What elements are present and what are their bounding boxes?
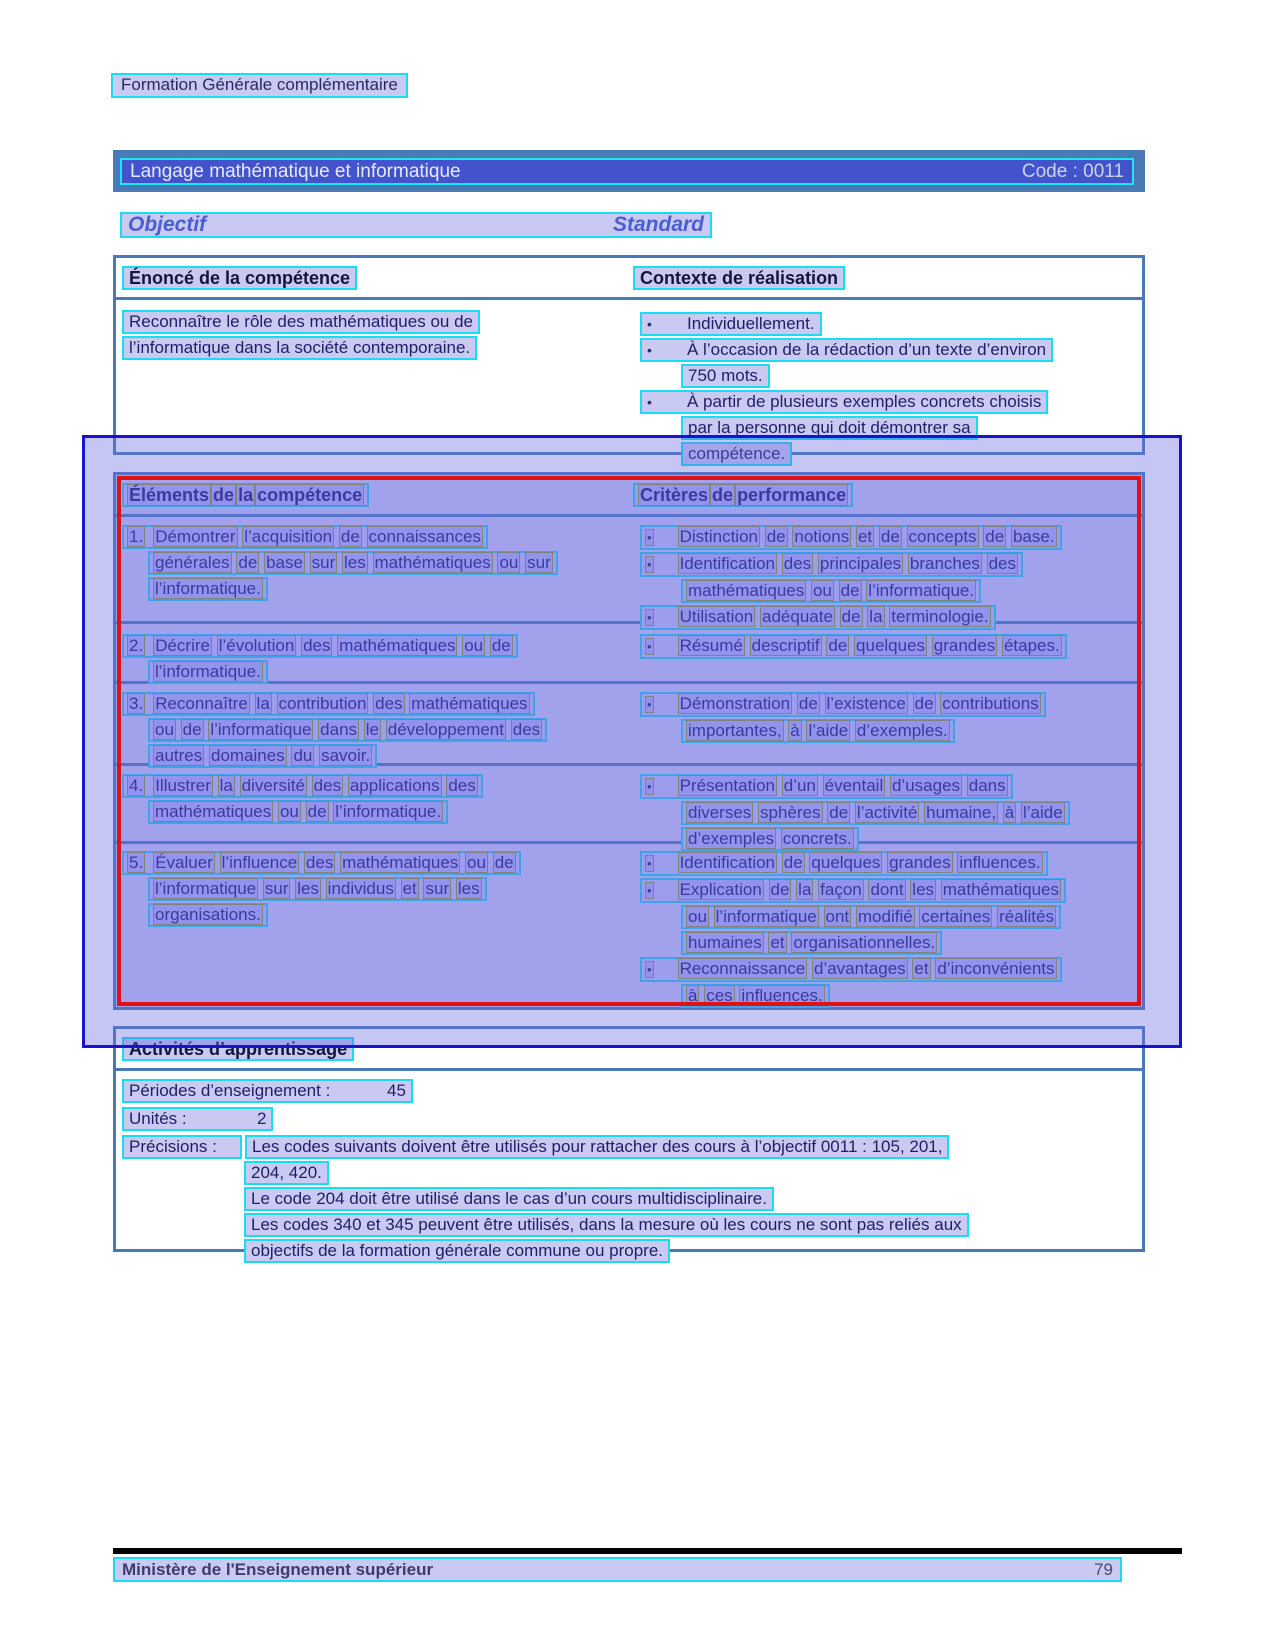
criteres-header: Critères de performance <box>633 483 853 507</box>
bullet-icon: • <box>647 394 652 410</box>
element-line: ou de l’informatique dans le développement des <box>148 718 547 742</box>
footer-rule <box>113 1548 1182 1554</box>
element-row-4 <box>116 766 1142 848</box>
critere-item: • Reconnaissance d’avantages et d’inconvénients <box>640 957 1062 982</box>
contexte-item: • Individuellement. <box>640 312 822 336</box>
statement-line: Reconnaître le rôle des mathématiques ou de <box>122 310 480 334</box>
competence-statement <box>122 310 480 362</box>
elements-table <box>113 472 1145 1010</box>
element-row-1 <box>116 520 1142 624</box>
item-number: 4. <box>129 776 144 795</box>
critere-line: importantes, à l’aide d’exemples. <box>681 719 955 743</box>
bullet-icon: • <box>647 316 652 332</box>
contexte-item-line: compétence. <box>681 442 792 466</box>
critere-item: • Identification de quelques grandes influences. <box>640 851 1048 876</box>
document-section-label: Formation Générale complémentaire <box>111 73 408 98</box>
footer-bar <box>113 1557 1122 1582</box>
elements-table-header <box>116 475 1142 517</box>
unites-row <box>122 1107 273 1131</box>
statement-line: l’informatique dans la société contemporaine. <box>122 336 477 360</box>
critere-item: • Présentation d’un éventail d’usages dans <box>640 774 1013 799</box>
critere-line: mathématiques ou de l’informatique. <box>681 579 981 603</box>
bullet-icon: • <box>647 856 652 871</box>
footer-ministry: Ministère de l'Enseignement supérieur <box>122 1559 434 1579</box>
activites-header: Activités d’apprentissage <box>122 1037 354 1061</box>
critere-item: • Explication de la façon dont les mathématiques <box>640 878 1066 903</box>
precisions-line: Les codes suivants doivent être utilisés pour rattacher des cours à l’objectif 0011 : 105, 201, <box>245 1135 949 1159</box>
course-title-highlight <box>120 158 1134 185</box>
bullet-icon: • <box>647 697 652 712</box>
element-line: 5. Évaluer l’influence des mathématiques ou de <box>122 851 521 875</box>
precisions-line: Le code 204 doit être utilisé dans le cas d’un cours multidisciplinaire. <box>244 1187 774 1211</box>
item-number: 5. <box>129 853 144 872</box>
contexte-header: Contexte de réalisation <box>633 266 845 290</box>
bullet-icon: • <box>647 962 652 977</box>
precisions-line: 204, 420. <box>244 1161 329 1185</box>
contexte-list <box>640 312 1140 468</box>
element-line: 4. Illustrer la diversité des applications des <box>122 774 483 798</box>
precisions-row <box>122 1135 969 1161</box>
unites-value: 2 <box>257 1109 267 1128</box>
enonce-table <box>113 255 1145 463</box>
bullet-icon: • <box>647 610 652 625</box>
precisions-label: Précisions : <box>122 1135 242 1159</box>
bullet-icon: • <box>647 639 652 654</box>
contexte-item: • À partir de plusieurs exemples concrets choisis <box>640 390 1048 414</box>
elements-rows <box>116 520 1142 1007</box>
critere-line: diverses sphères de l’activité humaine, à l’aide <box>681 801 1070 825</box>
critere-item: • Résumé descriptif de quelques grandes étapes. <box>640 634 1067 659</box>
element-line: 3. Reconnaître la contribution des mathématiques <box>122 692 535 716</box>
bullet-icon: • <box>647 883 652 898</box>
element-line: 2. Décrire l’évolution des mathématiques ou de <box>122 634 518 658</box>
bullet-icon: • <box>647 779 652 794</box>
standard-heading: Standard <box>612 213 704 236</box>
bullet-icon: • <box>647 342 652 358</box>
course-title-bar <box>113 150 1145 192</box>
contexte-item: • À l’occasion de la rédaction d’un texte d’environ <box>640 338 1053 362</box>
critere-line: humaines et organisationnelles. <box>681 931 942 955</box>
item-number: 3. <box>129 694 144 713</box>
critere-line: d’exemples concrets. <box>681 827 859 851</box>
critere-item: • Distinction de notions et de concepts de base. <box>640 525 1062 550</box>
course-code: Code : 0011 <box>1021 160 1124 182</box>
unites-label: Unités : <box>129 1109 187 1128</box>
course-title: Langage mathématique et informatique <box>130 160 461 182</box>
item-number: 1. <box>129 527 144 546</box>
element-line: l’informatique sur les individus et sur les <box>148 877 487 901</box>
objectif-heading: Objectif <box>128 213 207 236</box>
bullet-icon: • <box>647 557 652 572</box>
periodes-label: Périodes d’enseignement : <box>129 1081 331 1100</box>
element-row-2 <box>116 624 1142 684</box>
critere-line: ou l’informatique ont modifié certaines réalités <box>681 905 1061 929</box>
footer-page-number: 79 <box>1094 1559 1113 1579</box>
critere-item: • Identification des principales branches des <box>640 552 1023 577</box>
contexte-item-line: par la personne qui doit démontrer sa <box>681 416 978 440</box>
elements-header: Éléments de la compétence <box>122 483 369 507</box>
activites-table <box>113 1026 1145 1260</box>
precisions-line: Les codes 340 et 345 peuvent être utilisés, dans la mesure où les cours ne sont pas reliés aux <box>244 1213 969 1237</box>
critere-line: à ces influences. <box>681 984 830 1008</box>
periodes-row <box>122 1079 413 1103</box>
element-line: l’informatique. <box>148 577 268 601</box>
objectif-standard-row <box>120 212 712 238</box>
element-line: 1. Démontrer l’acquisition de connaissances <box>122 525 488 549</box>
element-line: mathématiques ou de l’informatique. <box>148 800 448 824</box>
element-line: l’informatique. <box>148 660 268 684</box>
critere-item: • Démonstration de l’existence de contributions <box>640 692 1046 717</box>
item-number: 2. <box>129 636 144 655</box>
element-line: générales de base sur les mathématiques ou sur <box>148 551 558 575</box>
element-line: organisations. <box>148 903 268 927</box>
activites-table-header <box>116 1029 1142 1071</box>
enonce-table-header <box>116 258 1142 300</box>
element-row-3 <box>116 684 1142 766</box>
periodes-value: 45 <box>387 1081 406 1100</box>
bullet-icon: • <box>647 530 652 545</box>
precisions-line: objectifs de la formation générale commune ou propre. <box>244 1239 670 1263</box>
enonce-header: Énoncé de la compétence <box>122 266 357 290</box>
activites-body <box>122 1079 969 1265</box>
contexte-item-line: 750 mots. <box>681 364 770 388</box>
critere-item: • Utilisation adéquate de la terminologie. <box>640 605 996 630</box>
element-line: autres domaines du savoir. <box>148 744 377 768</box>
